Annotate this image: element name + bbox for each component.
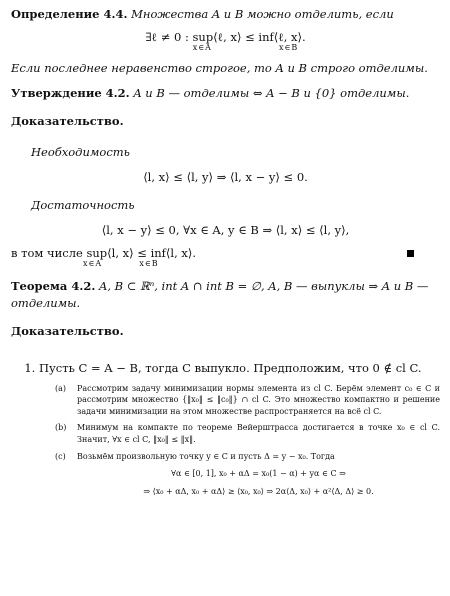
definition [11,6,440,23]
definition-sub-right: x∈B [279,43,299,53]
definition-formula: ∃ℓ ≠ 0 : sup⟨ℓ, x⟩ ≤ inf⟨ℓ, x⟩. [145,29,306,44]
proof2-item-1-text: Пусть C = A − B, тогда C выпукло. Предположим, что 0 ∉ cl C. [39,360,422,375]
theorem-label: Теорема 4.2. [11,278,96,293]
proof2-item-a [55,383,440,418]
definition-subscripts [11,42,440,54]
conclusion-sub-left: x∈A [83,259,103,269]
item-a-label: (a) [55,383,67,393]
item-b-label: (b) [55,423,67,433]
statement-text: A и B — отделимы ⇔ A − B и {0} отделимы. [133,85,410,100]
definition-note: Если последнее неравенство строгое, то A и B строго отделимы. [11,60,428,75]
item-a-text: Рассмотрим задачу минимизации нормы элемента из cl C. Берём элемент c₀ ∈ C и рассмотрим множество {‖x₀‖ ≤ ‖c₀‖} ∩ cl C. Это множество компактно и решение задачи минимизации на этом множестве распространяется на всё cl C. [77,383,440,416]
definition-text: Множества A и B можно отделить, если [131,7,394,21]
proof1-label: Доказательство. [11,114,124,129]
formula-c1: ∀α ∈ [0, 1], x₀ + αΔ = x₀(1 − α) + yα ∈ C ⇒ [171,469,346,479]
conclusion-subscripts [11,258,440,270]
proof2-sublist [39,383,440,498]
conclusion-line [11,245,440,270]
definition-sub-left: x∈A [192,43,212,53]
conclusion-prefix: в том числе [11,245,83,260]
necessity-formula: ⟨l, x⟩ ≤ ⟨l, y⟩ ⇒ ⟨l, x − y⟩ ≤ 0. [143,169,308,184]
statement-label: Утверждение 4.2. [11,85,130,100]
proof2-item-c [55,451,440,498]
sufficiency-formula: ⟨l, x − y⟩ ≤ 0, ∀x ∈ A, y ∈ B ⇒ ⟨l, x⟩ ≤ ⟨l, y⟩, [101,222,350,237]
theorem [11,278,440,311]
theorem-text: A, B ⊂ ℝⁿ, int A ∩ int B = ∅, A, B — выпуклы ⇒ A и B — отделимы. [11,278,429,310]
proof2-list [11,360,440,497]
statement [11,85,440,102]
document-page [11,6,440,502]
proof2-item-1 [39,360,440,497]
sufficiency-label: Достаточность [31,198,135,213]
proof2-label: Доказательство. [11,324,124,339]
conclusion-formula: sup⟨l, x⟩ ≤ inf⟨l, x⟩. [86,245,197,260]
necessity-label: Необходимость [31,144,130,159]
item-c-text: Возьмём произвольную точку y ∈ C и пусть Δ = y − x₀. Тогда [77,451,335,461]
formula-c2: ⇒ ⟨x₀ + αΔ, x₀ + αΔ⟩ ≥ ⟨x₀, x₀⟩ ⇒ 2α⟨Δ, x₀⟩ + α²⟨Δ, Δ⟩ ≥ 0. [143,486,374,496]
item-c-label: (c) [55,451,66,461]
qed-mark [407,250,414,257]
item-b-text: Минимум на компакте по теореме Вейерштрасса достигается в точке x₀ ∈ cl C. Значит, ∀x ∈ cl C, ‖x₀‖ ≤ ‖x‖. [77,423,440,444]
definition-label: Определение 4.4. [11,7,128,21]
proof2-item-b [55,422,440,445]
conclusion-sub-right: x∈B [139,259,159,269]
